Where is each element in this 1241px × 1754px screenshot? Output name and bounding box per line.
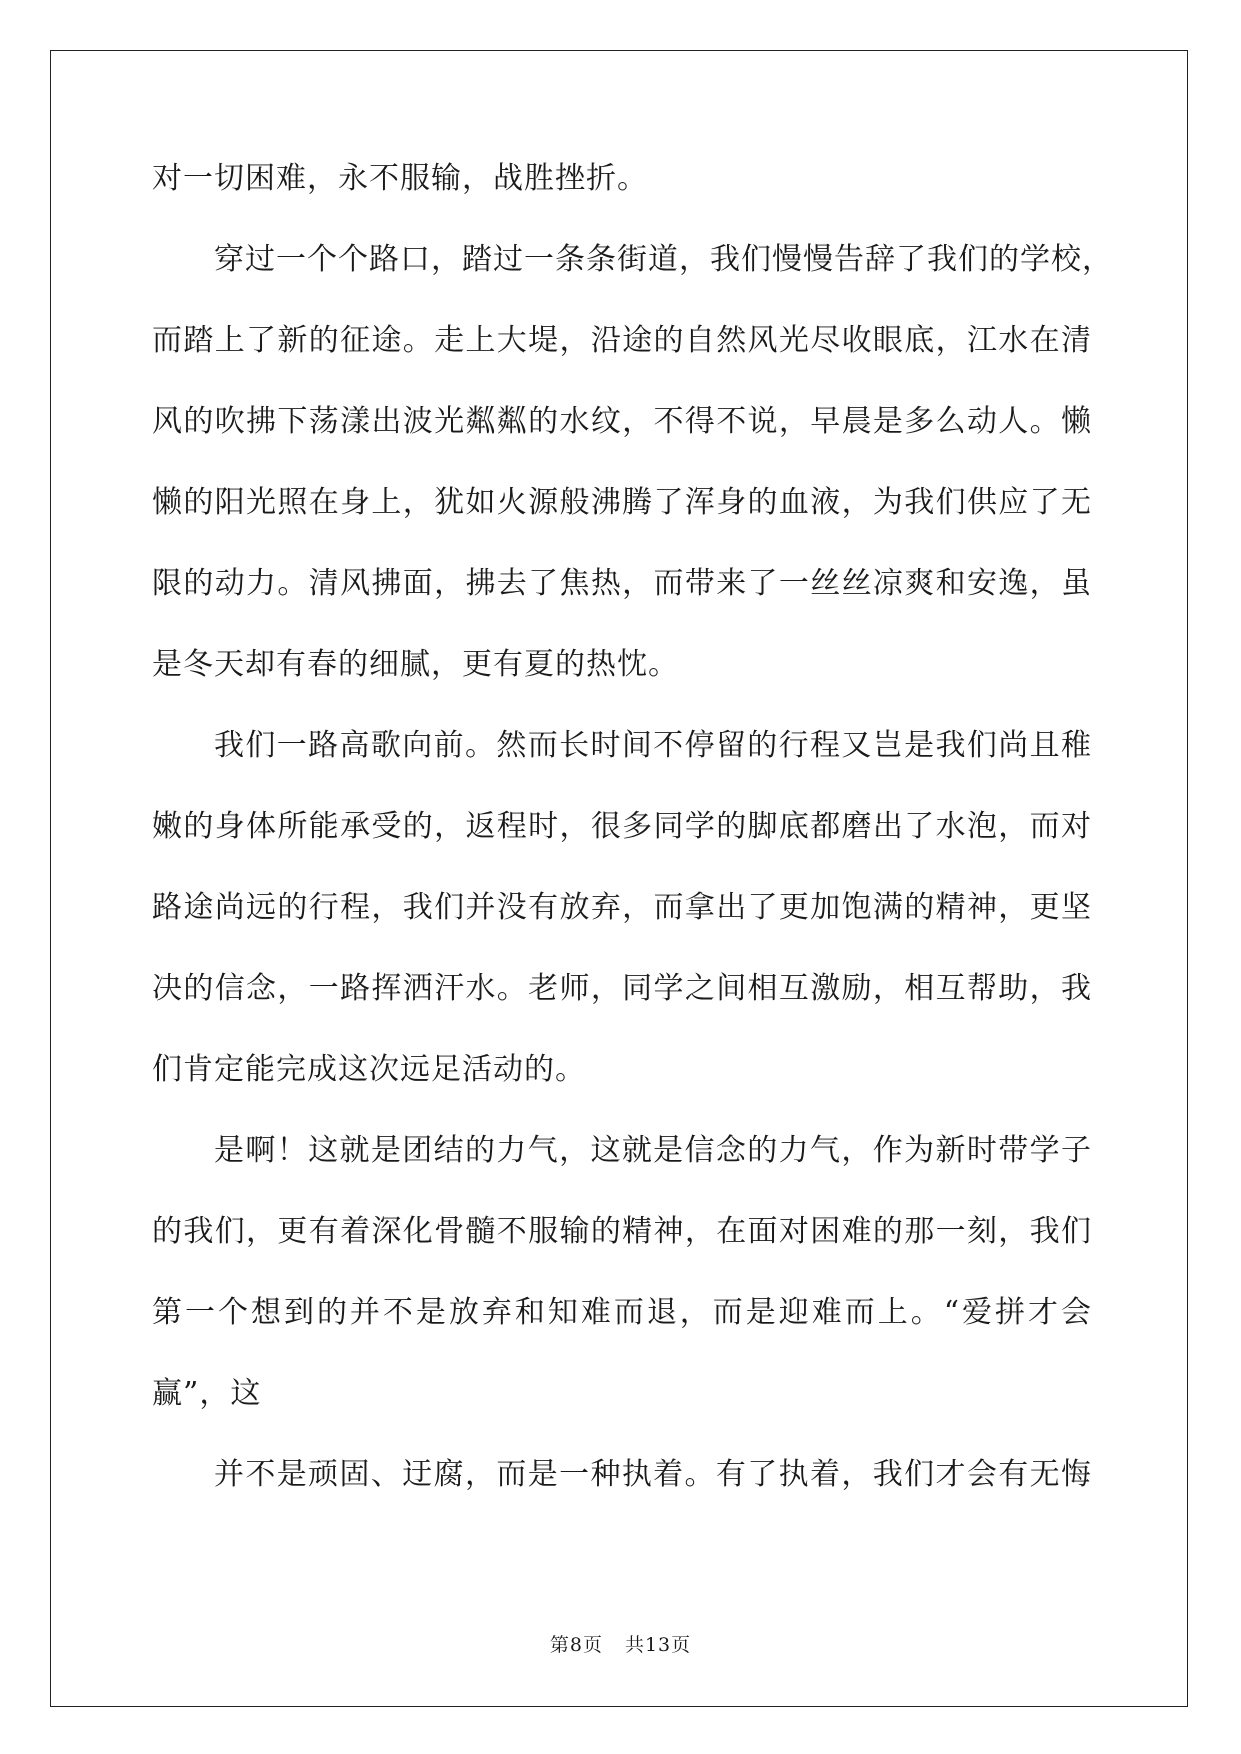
text-line: 我们一路高歌向前。然而长时间不停留的行程又岂是我们尚且稚 [214, 728, 1092, 763]
document-body [152, 160, 1113, 1537]
page-number: 第8页 [549, 1634, 603, 1656]
text-line: 懒的阳光照在身上，犹如火源般沸腾了浑身的血液，为我们供应了无 [152, 485, 1092, 520]
text-line: 并不是顽固、迂腐，而是一种执着。有了执着，我们才会有无悔 [214, 1457, 1092, 1492]
text-line: 限的动力。清风拂面，拂去了焦热，而带来了一丝丝凉爽和安逸，虽 [152, 566, 1092, 601]
text-line: 是啊！这就是团结的力气，这就是信念的力气，作为新时带学子 [214, 1133, 1092, 1168]
text-line: 赢”，这 [152, 1376, 262, 1411]
text-line: 第一个想到的并不是放弃和知难而退，而是迎难而上。“爱拼才会 [152, 1295, 1092, 1330]
text-line: 是冬天却有春的细腻，更有夏的热忱。 [152, 647, 679, 682]
text-line: 穿过一个个路口，踏过一条条街道，我们慢慢告辞了我们的学校， [214, 242, 1113, 277]
text-line: 决的信念，一路挥洒汗水。老师，同学之间相互激励，相互帮助，我 [152, 971, 1092, 1006]
text-line: 嫩的身体所能承受的，返程时，很多同学的脚底都磨出了水泡，而对 [152, 809, 1092, 844]
total-pages: 共13页 [624, 1634, 692, 1656]
text-line: 路途尚远的行程，我们并没有放弃，而拿出了更加饱满的精神，更坚 [152, 890, 1092, 925]
text-line: 的我们，更有着深化骨髓不服输的精神，在面对困难的那一刻，我们 [152, 1214, 1092, 1249]
text-line: 而踏上了新的征途。走上大堤，沿途的自然风光尽收眼底，江水在清 [152, 323, 1092, 358]
text-line: 对一切困难，永不服输，战胜挫折。 [152, 161, 648, 196]
text-line: 风的吹拂下荡漾出波光粼粼的水纹，不得不说，早晨是多么动人。懒 [152, 404, 1092, 439]
page-footer [0, 1630, 1241, 1657]
text-line: 们肯定能完成这次远足活动的。 [152, 1052, 586, 1087]
